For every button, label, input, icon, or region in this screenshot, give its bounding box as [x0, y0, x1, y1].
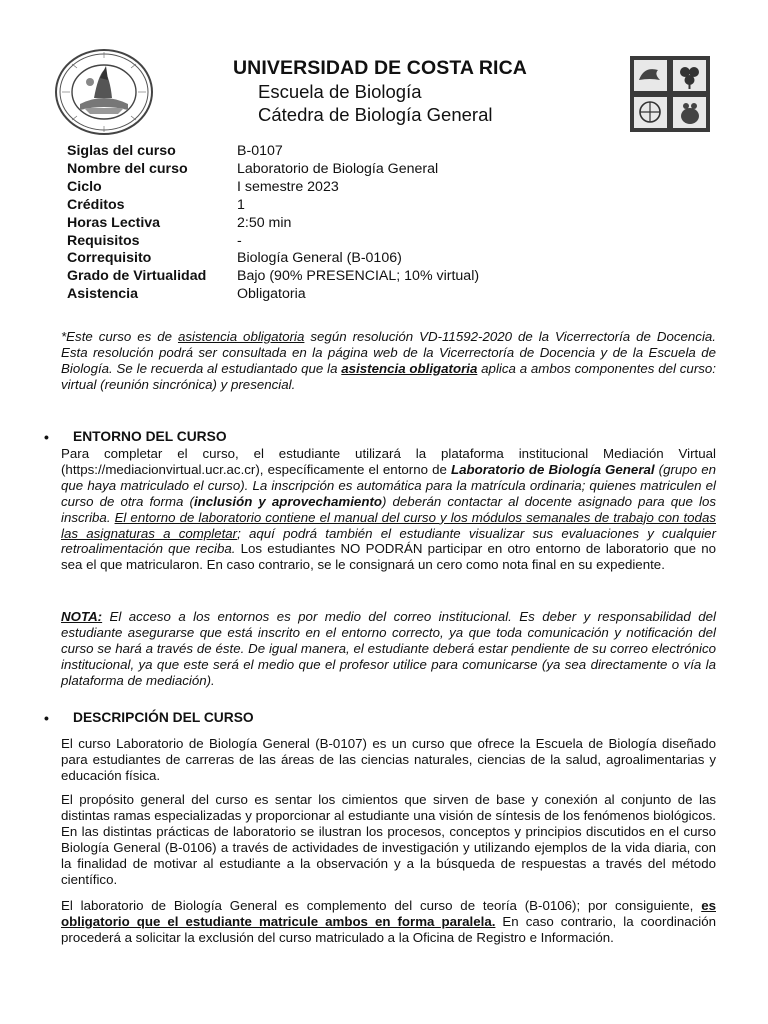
note-text: aplica a ambos componentes del curso: virtual (reunión sincrónica) y presencial.: [61, 360, 716, 392]
info-value: Bajo (90% PRESENCIAL; 10% virtual): [237, 268, 480, 285]
section-heading-entorno: ENTORNO DEL CURSO: [73, 429, 227, 444]
attendance-note: [61, 329, 716, 393]
entorno-text: ) deberán contactar al docente asignado para que los inscriba.: [61, 493, 717, 525]
university-name: UNIVERSIDAD DE COSTA RICA: [233, 57, 527, 79]
info-row-requisitos: [67, 233, 479, 251]
info-label: Nombre del curso: [67, 160, 188, 177]
info-row-correquisito: [67, 250, 479, 268]
info-row-asistencia: [67, 286, 479, 304]
info-label: Correquisito: [67, 250, 152, 267]
note-text: *Este curso es de: [61, 329, 178, 344]
nota-text: El acceso a los entornos es por medio del correo institucional. Es deber y responsabilidad del estudiante asegurarse que está inscrito en el entorno correcto, ya que toda comunicación y notificación del curso se hará a través de éste. De igual manera, el estudiante deberá estar pendiente de su correo electrónico institucional, ya que este será el medio que el profesor utilice para comunicarse (ya sea directamente o vía la plataforma de mediación).: [61, 609, 716, 688]
ucr-seal-logo: [54, 48, 154, 136]
info-label: Asistencia: [67, 286, 138, 303]
entorno-text: (grupo en que haya matriculado el curso). La inscripción es automática para la matrícula ordinaria; quienes matriculen el curso de otra forma (: [61, 461, 716, 509]
entorno-text: Los estudiantes NO PODRÁN participar en otro entorno de laboratorio que no sea el que matricularon. En caso contrario, se le consignará un cero como nota final en su expediente.: [61, 541, 716, 573]
descripcion-paragraph-3: [61, 898, 716, 946]
entorno-text: Para completar el curso, el estudiante utilizará la plataforma institucional Mediación Virtual (https://mediacionvirtual.ucr.ac.cr), específicamente el entorno de: [61, 446, 716, 477]
info-value: Obligatoria: [237, 286, 306, 303]
section-heading-descripcion: DESCRIPCIÓN DEL CURSO: [73, 710, 254, 725]
bullet-icon: •: [44, 429, 49, 445]
info-label: Grado de Virtualidad: [67, 268, 207, 285]
entorno-text: ; aquí podrá también el estudiante visualizar sus evaluaciones y cualquier retroalimentación que reciba.: [61, 525, 716, 557]
info-label: Requisitos: [67, 232, 140, 249]
info-row-horas: [67, 215, 479, 233]
info-value: 2:50 min: [237, 214, 292, 231]
bullet-icon: •: [44, 710, 49, 726]
descripcion-text: El laboratorio de Biología General es complemento del curso de teoría (B-0106); por consiguiente,: [61, 898, 702, 913]
entorno-paragraph: [61, 446, 716, 573]
info-row-nombre: [67, 161, 479, 179]
info-row-siglas: [67, 143, 479, 161]
info-row-virtualidad: [67, 268, 479, 286]
info-value: I semestre 2023: [237, 178, 339, 195]
info-value: Laboratorio de Biología General: [237, 160, 439, 177]
descripcion-paragraph-1: El curso Laboratorio de Biología General (B-0107) es un curso que ofrece la Escuela de Biología diseñado para estudiantes de carreras de las áreas de las ciencias naturales, ciencias de la salud, agroalimentarias y educación física.: [61, 736, 716, 783]
note-underlined: asistencia obligatoria: [177, 329, 305, 344]
info-label: Créditos: [67, 196, 125, 213]
school-name: Escuela de Biología: [258, 81, 422, 102]
info-value: 1: [237, 196, 245, 213]
info-label: Horas Lectiva: [67, 214, 161, 231]
info-row-ciclo: [67, 179, 479, 197]
nota-paragraph: [61, 609, 716, 689]
info-value: B-0107: [237, 143, 283, 159]
info-row-creditos: [67, 197, 479, 215]
info-label: Siglas del curso: [67, 143, 176, 159]
note-text: según resolución VD-11592-2020 de la Vicerrectoría de Docencia. Esta resolución podrá ser consultada en la página web de la Vicerrectoría de Docencia y de la Escuela de Biología. Se le recuerda al estudiantado que la: [61, 329, 716, 376]
info-value: Biología General (B-0106): [237, 250, 402, 267]
nota-label: NOTA:: [61, 609, 103, 624]
descripcion-paragraph-2: El propósito general del curso es sentar los cimientos que sirven de base y conexión al conjunto de las distintas ramas especializadas y proporcionar al estudiante una visión de síntesis de los fenómenos biológicos. En las distintas prácticas de laboratorio se ilustran los procesos, conceptos y principios discutidos en el curso Biología General (B-0106) a través de actividades de investigación y utilizando ejemplos de la vida diaria, con la finalidad de motivar al estudiante a la observación y a la búsqueda de respuestas a través del método científico.: [61, 792, 716, 887]
entorno-inclusion: inclusión y aprovechamiento: [193, 493, 382, 509]
biology-school-shield-logo: [630, 56, 710, 132]
course-info-table: [67, 143, 479, 304]
entorno-underlined: El entorno de laboratorio contiene el manual del curso y los módulos semanales de trabajo con todas las asignaturas a completar: [61, 509, 716, 541]
note-emphasis: asistencia obligatoria: [341, 360, 478, 376]
descripcion-emphasis: es obligatorio que el estudiante matricule ambos en forma paralela.: [61, 898, 716, 929]
info-value: -: [237, 232, 242, 249]
descripcion-text: En caso contrario, la coordinación procederá a solicitar la exclusión del curso matriculado a la Oficina de Registro e Información.: [61, 913, 717, 945]
chair-name: Cátedra de Biología General: [258, 104, 493, 125]
info-label: Ciclo: [67, 178, 102, 195]
entorno-course-name: Laboratorio de Biología General: [450, 461, 655, 477]
